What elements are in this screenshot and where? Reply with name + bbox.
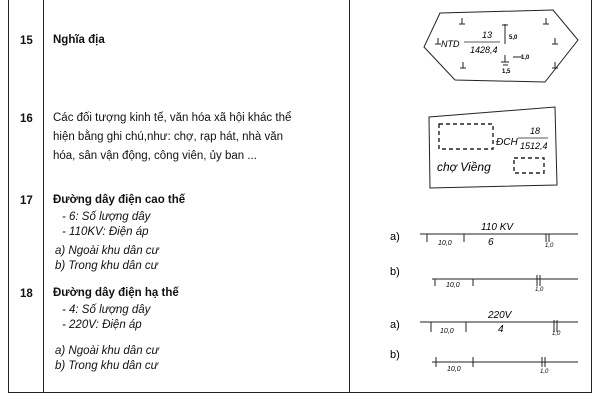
cemetery-num-bottom: 1428,4 bbox=[470, 45, 498, 55]
hv-option-b: b) bbox=[390, 266, 400, 278]
lv-b-len-a: 10,0 bbox=[447, 366, 461, 373]
hv-len-b: 1,0 bbox=[545, 243, 554, 249]
cemetery-label: NTD bbox=[441, 39, 460, 49]
row-title: Đường dây điện cao thế bbox=[53, 194, 186, 206]
row-text-line: hiện bằng ghi chú,như: chợ, rạp hát, nhà văn bbox=[53, 131, 284, 143]
lv-len-a: 10,0 bbox=[440, 328, 454, 335]
market-num-top: 18 bbox=[530, 126, 541, 136]
row-number: 18 bbox=[20, 288, 33, 300]
hv-line-symbol bbox=[390, 222, 578, 293]
note: - 110KV: Điện áp bbox=[62, 226, 149, 238]
cemetery-num-top: 13 bbox=[482, 30, 493, 40]
row-number: 17 bbox=[20, 195, 33, 207]
option: a) Ngoài khu dân cư bbox=[55, 245, 159, 257]
lv-len-b: 1,0 bbox=[552, 331, 561, 337]
option: b) Trong khu dân cư bbox=[55, 260, 158, 272]
row-title: Nghĩa địa bbox=[53, 34, 105, 46]
lv-line-symbol bbox=[390, 310, 578, 375]
lv-option-b: b) bbox=[390, 349, 400, 361]
row-number: 16 bbox=[20, 113, 33, 125]
hv-option-a: a) bbox=[390, 231, 400, 243]
lv-count: 4 bbox=[498, 324, 504, 335]
cemetery-dim-a: 5,0 bbox=[509, 35, 518, 41]
hv-voltage: 110 KV bbox=[481, 222, 514, 233]
note: - 4: Số lượng dây bbox=[62, 304, 151, 316]
cemetery-dim-b: 1,0 bbox=[521, 55, 530, 61]
option: b) Trong khu dân cư bbox=[55, 360, 158, 372]
cemetery-dim-c: 1,5 bbox=[502, 69, 511, 75]
hv-b-len-b: 1,0 bbox=[535, 287, 544, 293]
hv-b-len-a: 10,0 bbox=[446, 282, 460, 289]
row-title: Đường dây điện hạ thế bbox=[53, 287, 179, 299]
market-num-bottom: 1512,4 bbox=[520, 141, 548, 151]
lv-option-a: a) bbox=[390, 319, 400, 331]
market-name: chợ Viềng bbox=[437, 160, 491, 174]
hv-count: 6 bbox=[488, 237, 494, 248]
hv-len-a: 10,0 bbox=[438, 240, 452, 247]
row-text-line: Các đối tượng kinh tế, văn hóa xã hội khác thể bbox=[53, 112, 292, 124]
lv-b-len-b: 1,0 bbox=[540, 369, 549, 375]
option: a) Ngoài khu dân cư bbox=[55, 345, 159, 357]
row-number: 15 bbox=[20, 35, 33, 47]
note: - 220V: Điện áp bbox=[62, 319, 142, 331]
cemetery-symbol bbox=[424, 10, 578, 82]
row-text-line: hóa, sân vận động, công viên, ủy ban ... bbox=[53, 150, 257, 162]
lv-voltage: 220V bbox=[488, 310, 512, 321]
market-symbol bbox=[429, 107, 557, 188]
note: - 6: Số lượng dây bbox=[62, 211, 151, 223]
market-label: ĐCH bbox=[496, 137, 518, 148]
